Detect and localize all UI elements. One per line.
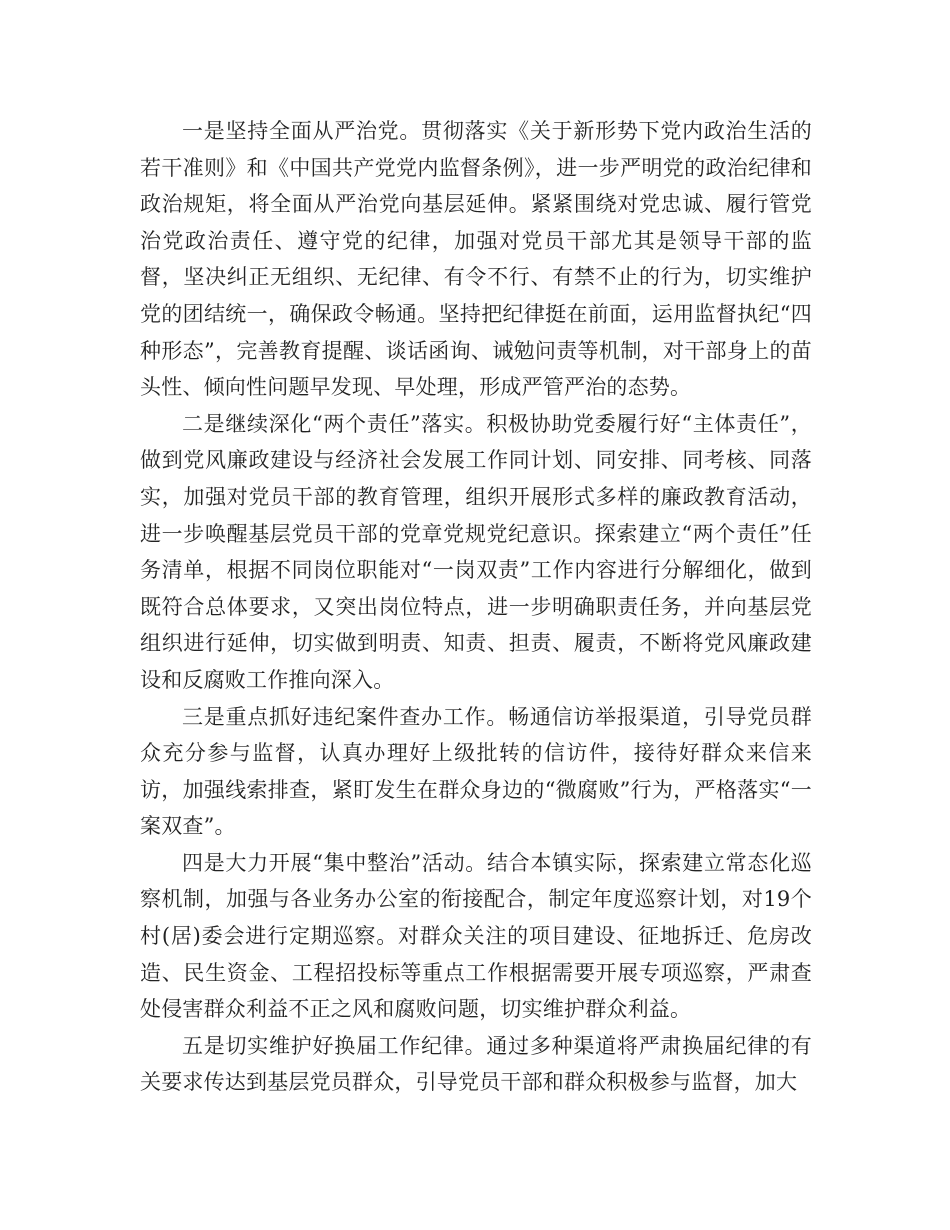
- paragraph-3: 三是重点抓好违纪案件查办工作。畅通信访举报渠道，引导党员群众充分参与监督，认真办理好上级批转的信访件，接待好群众来信来访，加强线索排查，紧盯发生在群众身边的“微腐败”行为，严格落实“一案双查”。: [140, 704, 812, 839]
- paragraph-1: 一是坚持全面从严治党。贯彻落实《关于新形势下党内政治生活的若干准则》和《中国共产党党内监督条例》，进一步严明党的政治纪律和政治规矩，将全面从严治党向基层延伸。紧紧围绕对党忠诚、履行管党治党政治责任、遵守党的纪律，加强对党员干部尤其是领导干部的监督，坚决纠正无组织、无纪律、有令不行、有禁不止的行为，切实维护党的团结统一，确保政令畅通。坚持把纪律挺在前面，运用监督执纪“四种形态”，完善教育提醒、谈话函询、诫勉问责等机制，对干部身上的苗头性、倾向性问题早发现、早处理，形成严管严治的态势。: [140, 119, 812, 400]
- paragraph-5: 五是切实维护好换届工作纪律。通过多种渠道将严肃换届纪律的有关要求传达到基层党员群众，引导党员干部和群众积极参与监督，加大: [140, 1033, 812, 1095]
- document-body: [140, 113, 812, 1101]
- paragraph-4: 四是大力开展“集中整治”活动。结合本镇实际，探索建立常态化巡察机制，加强与各业务办公室的衔接配合，制定年度巡察计划，对19个村(居)委会进行定期巡察。对群众关注的项目建设、征地拆迁、危房改造、民生资金、工程招投标等重点工作根据需要开展专项巡察，严肃查处侵害群众利益不正之风和腐败问题，切实维护群众利益。: [140, 850, 812, 1022]
- paragraph-2: 二是继续深化“两个责任”落实。积极协助党委履行好“主体责任”， 做到党风廉政建设与经济社会发展工作同计划、同安排、同考核、同落实，加强对党员干部的教育管理，组织开展形式多样的廉政教育活动，进一步唤醒基层党员干部的党章党规党纪意识。探索建立“两个责任”任务清单，根据不同岗位职能对“一岗双责”工作内容进行分解细化，做到既符合总体要求，又突出岗位特点，进一步明确职责任务，并向基层党组织进行延伸，切实做到明责、知责、担责、履责，不断将党风廉政建设和反腐败工作推向深入。: [140, 411, 812, 692]
